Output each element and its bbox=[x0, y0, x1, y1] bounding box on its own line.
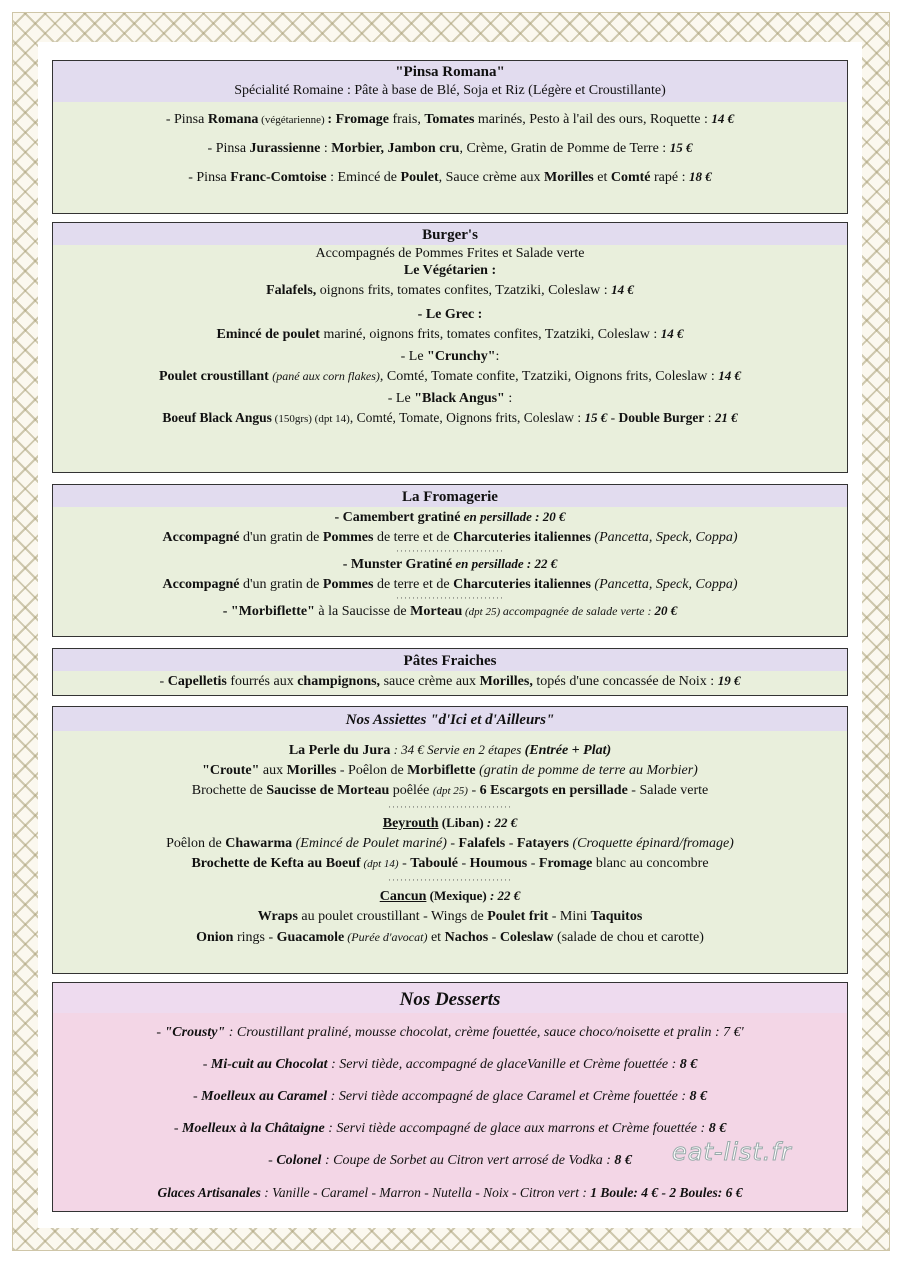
menu-item: Emincé de poulet mariné, oignons frits, tomates confites, Tzatziki, Coleslaw : 14 € bbox=[216, 326, 684, 342]
item-title: Le Végétarien : bbox=[403, 263, 497, 278]
menu-item-desc: Wraps au poulet croustillant - Wings de Poulet frit - Mini Taquitos bbox=[257, 909, 643, 924]
pinsa-header bbox=[53, 61, 847, 102]
section-assiettes bbox=[52, 706, 848, 974]
burgers-header bbox=[53, 223, 847, 245]
menu-item-desc: Brochette de Kefta au Boeuf (dpt 14) - Taboulé - Houmous - Fromage blanc au concombre bbox=[191, 856, 709, 871]
menu-item: Poulet croustillant (pané aux corn flakes), Comté, Tomate confite, Tzatziki, Oignons frits, Coleslaw : 14 € bbox=[158, 368, 742, 384]
pates-header bbox=[53, 649, 847, 671]
section-fromagerie bbox=[52, 484, 848, 637]
watermark: eat-list.fr bbox=[672, 1138, 792, 1166]
menu-item-desc: Accompagné d'un gratin de Pommes de terre et de Charcuteries italiennes (Pancetta, Speck, Coppa) bbox=[162, 530, 738, 545]
fromagerie-title: La Fromagerie bbox=[402, 489, 498, 505]
desserts-title: Nos Desserts bbox=[399, 989, 501, 1010]
item-title: - Le Grec : bbox=[417, 307, 483, 322]
burgers-title: Burger's bbox=[422, 227, 478, 243]
menu-item: - Munster Gratiné en persillade : 22 € bbox=[342, 556, 558, 572]
divider: ··························· bbox=[396, 546, 504, 556]
divider: ······························· bbox=[388, 802, 512, 812]
burgers-subtitle: Accompagnés de Pommes Frites et Salade verte bbox=[315, 246, 585, 261]
menu-item: Falafels, oignons frits, tomates confites, Tzatziki, Coleslaw : 14 € bbox=[266, 282, 634, 298]
menu-item: Cancun (Mexique) : 22 € bbox=[379, 888, 521, 904]
section-pinsa bbox=[52, 60, 848, 214]
divider: ··························· bbox=[396, 593, 504, 603]
dessert-item: - Mi-cuit au Chocolat : Servi tiède, accompagné de glaceVanille et Crème fouettée : 8 € bbox=[202, 1057, 698, 1072]
item-title: - Le "Crunchy": bbox=[400, 349, 500, 364]
menu-item: - Capelletis fourrés aux champignons, sauce crème aux Morilles, topés d'une concassée de Noix : 19 € bbox=[159, 673, 741, 689]
menu-item: Beyrouth (Liban) : 22 € bbox=[382, 815, 518, 831]
divider: ······························· bbox=[388, 875, 512, 885]
menu-item-desc: Poêlon de Chawarma (Emincé de Poulet mariné) - Falafels - Fatayers (Croquette épinard/fromage) bbox=[166, 836, 734, 851]
menu-item: - Pinsa Franc-Comtoise : Emincé de Poulet, Sauce crème aux Morilles et Comté rapé : 18 € bbox=[188, 169, 712, 185]
dessert-item: - Moelleux au Caramel : Servi tiède accompagné de glace Caramel et Crème fouettée : 8 € bbox=[192, 1089, 707, 1104]
section-burgers bbox=[52, 222, 848, 473]
pinsa-subtitle: Spécialité Romaine : Pâte à base de Blé, Soja et Riz (Légère et Croustillante) bbox=[234, 83, 666, 98]
menu-item: Boeuf Black Angus (150grs) (dpt 14), Comté, Tomate, Oignons frits, Coleslaw : 15 € - Double Burger : 21 € bbox=[162, 410, 738, 425]
menu-item-desc: Brochette de Saucisse de Morteau poêlée (dpt 25) - 6 Escargots en persillade - Salade verte bbox=[191, 783, 709, 798]
menu-item: - Pinsa Jurassienne : Morbier, Jambon cru, Crème, Gratin de Pomme de Terre : 15 € bbox=[207, 140, 693, 156]
pinsa-title: "Pinsa Romana" bbox=[395, 64, 505, 80]
assiettes-header bbox=[53, 707, 847, 731]
menu-item: - "Morbiflette" à la Saucisse de Morteau (dpt 25) accompagnée de salade verte : 20 € bbox=[222, 603, 678, 619]
dessert-item: Glaces Artisanales : Vanille - Caramel - Marron - Nutella - Noix - Citron vert : 1 Boule: 4 € - 2 Boules: 6 € bbox=[157, 1185, 743, 1200]
desserts-header bbox=[53, 983, 847, 1013]
assiettes-title: Nos Assiettes "d'Ici et d'Ailleurs" bbox=[345, 712, 555, 728]
dessert-item: - Colonel : Coupe de Sorbet au Citron vert arrosé de Vodka : 8 € bbox=[268, 1153, 632, 1168]
fromagerie-header bbox=[53, 485, 847, 507]
item-title: - Le "Black Angus" : bbox=[387, 391, 513, 406]
pates-title: Pâtes Fraiches bbox=[403, 653, 497, 669]
menu-item: - Pinsa Romana (végétarienne) : Fromage frais, Tomates marinés, Pesto à l'ail des ours, Roquette : 14 € bbox=[165, 111, 735, 127]
menu-item-desc: Accompagné d'un gratin de Pommes de terre et de Charcuteries italiennes (Pancetta, Speck, Coppa) bbox=[162, 577, 738, 592]
menu-item: - Camembert gratiné en persillade : 20 € bbox=[334, 509, 566, 525]
menu-item: La Perle du Jura : 34 € Servie en 2 étapes (Entrée + Plat) bbox=[288, 742, 612, 758]
dessert-item: - Moelleux à la Châtaigne : Servi tiède accompagné de glace aux marrons et Crème fouettée : 8 € bbox=[173, 1121, 727, 1136]
section-pates bbox=[52, 648, 848, 696]
section-desserts bbox=[52, 982, 848, 1212]
dessert-item: - "Crousty" : Croustillant praliné, mousse chocolat, crème fouettée, sauce choco/noisette et pralin : 7 €' bbox=[156, 1025, 744, 1040]
menu-item-desc: "Croute" aux Morilles - Poêlon de Morbiflette (gratin de pomme de terre au Morbier) bbox=[202, 763, 698, 778]
menu-item-desc: Onion rings - Guacamole (Purée d'avocat) et Nachos - Coleslaw (salade de chou et carotte) bbox=[196, 930, 704, 945]
